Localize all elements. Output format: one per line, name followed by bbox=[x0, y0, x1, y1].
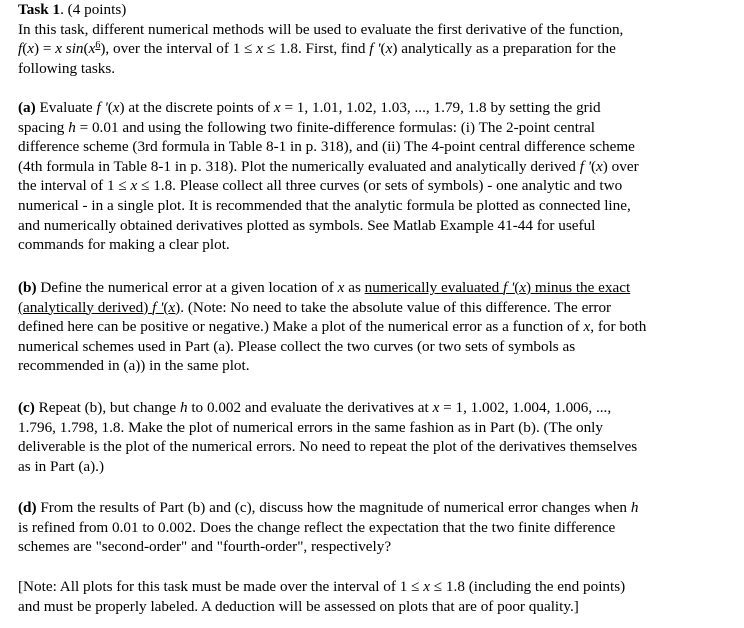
text-segment: (analytically derived) bbox=[18, 298, 153, 316]
text-segment: = 1, 1.01, 1.02, 1.03, ..., 1.79, 1.8 by setting the grid bbox=[280, 99, 601, 116]
text-line bbox=[18, 418, 738, 438]
part-d bbox=[18, 498, 738, 557]
text-segment: x bbox=[432, 399, 440, 416]
text-segment: and numerically obtained derivatives plotted as symbols. See Matlab Example 41-44 for useful bbox=[18, 216, 596, 234]
text-segment: defined here can be positive or negative.) Make a plot of the numerical error as a function of bbox=[18, 318, 584, 336]
text-segment: and must be properly labeled. A deduction will be assessed on plots that are of poor quality.] bbox=[18, 597, 579, 615]
text-segment: (4th formula in Table 8-1 in p. 318). Plot the numerically evaluated and analytically derived bbox=[18, 157, 580, 175]
text-segment: x bbox=[27, 40, 35, 58]
text-segment: ), over the interval of 1 ≤ bbox=[100, 40, 257, 58]
text-segment: h bbox=[68, 118, 76, 136]
text-segment: ( bbox=[83, 40, 89, 58]
text-segment: as bbox=[344, 279, 365, 296]
part-a bbox=[18, 98, 738, 255]
text-line bbox=[18, 235, 738, 255]
text-segment: x sin bbox=[55, 40, 84, 58]
text-segment: x bbox=[596, 157, 603, 175]
text-segment: x bbox=[423, 578, 430, 595]
text-segment: following tasks. bbox=[18, 59, 116, 77]
text-line bbox=[18, 59, 738, 79]
text-line bbox=[18, 298, 738, 318]
text-segment: x bbox=[273, 99, 281, 116]
text-segment: ≤ 1.8. Please collect all three curves (or sets of symbols) - one analytic and two bbox=[137, 177, 623, 195]
part-label: (a) bbox=[18, 99, 36, 116]
text-segment: ≤ 1.8. First, find bbox=[263, 40, 370, 58]
part-label: (c) bbox=[18, 399, 35, 416]
text-segment: ( bbox=[163, 298, 169, 316]
text-segment: schemes are "second-order" and "fourth-order", respectively? bbox=[18, 538, 392, 556]
text-segment: ( bbox=[22, 40, 28, 58]
text-segment: recommended in (a)) in the same plot. bbox=[18, 357, 250, 375]
text-segment: x bbox=[112, 99, 120, 116]
text-segment: x bbox=[583, 318, 591, 336]
text-line bbox=[18, 597, 738, 617]
text-segment: h bbox=[630, 499, 639, 516]
text-line bbox=[18, 398, 738, 418]
text-segment: is refined from 0.01 to 0.002. Does the change reflect the expectation that the two finite difference bbox=[18, 518, 616, 536]
text-line bbox=[18, 157, 738, 177]
text-segment: f ' bbox=[502, 279, 515, 296]
task-heading bbox=[18, 0, 738, 20]
text-segment: . (Note: No need to take the absolute value of this difference. The error bbox=[180, 298, 612, 316]
text-segment: x bbox=[88, 40, 96, 58]
text-line bbox=[18, 577, 738, 597]
text-segment: numerical - in a single plot. It is recommended that the analytic formula be plotted as connected line, bbox=[18, 196, 631, 214]
text-segment: as in Part (a).) bbox=[18, 457, 105, 475]
text-segment: f ' bbox=[579, 157, 591, 175]
note bbox=[18, 577, 738, 616]
task-body bbox=[18, 20, 738, 79]
text-segment: [Note: All plots for this task must be made over the interval of 1 ≤ bbox=[18, 578, 424, 595]
task-points: . (4 points) bbox=[60, 1, 127, 18]
text-line bbox=[18, 498, 738, 518]
text-line bbox=[18, 518, 738, 538]
text-segment: x bbox=[337, 279, 345, 296]
part-label: (d) bbox=[18, 499, 37, 516]
task-title: Task 1 bbox=[18, 1, 61, 18]
text-line bbox=[18, 356, 738, 376]
text-segment: spacing bbox=[18, 118, 69, 136]
text-line bbox=[18, 278, 738, 298]
text-line bbox=[18, 176, 738, 196]
text-segment: ) analytically as a preparation for the bbox=[392, 40, 616, 58]
task-intro bbox=[18, 0, 738, 78]
text-segment: ≤ 1.8 (including the end points) bbox=[430, 578, 626, 595]
text-segment: to 0.002 and evaluate the derivatives at bbox=[187, 399, 433, 416]
text-segment: x bbox=[256, 40, 264, 58]
text-line bbox=[18, 196, 738, 216]
text-segment: x bbox=[385, 40, 393, 58]
text-segment: x bbox=[130, 177, 138, 195]
text-segment: ( bbox=[380, 40, 386, 58]
part-label: (b) bbox=[18, 279, 37, 296]
text-segment: = 0.01 and using the following two finite-difference formulas: (i) The 2-point central bbox=[75, 118, 595, 136]
text-segment: In this task, different numerical methods will be used to evaluate the first derivative of the function, bbox=[18, 20, 624, 38]
text-segment: ( bbox=[107, 99, 113, 116]
text-segment: numerical schemes used in Part (a). Please collect the two curves (or two sets of symbols as bbox=[18, 337, 576, 355]
text-segment: From the results of Part (b) and (c), discuss how the magnitude of numerical error changes when bbox=[36, 499, 631, 516]
text-line bbox=[18, 137, 738, 157]
part-b bbox=[18, 278, 738, 376]
text-segment: = 1, 1.002, 1.004, 1.006, ..., bbox=[439, 399, 612, 416]
text-segment: commands for making a clear plot. bbox=[18, 236, 230, 254]
text-segment: 1.796, 1.798, 1.8. Make the plot of numerical errors in the same fashion as in Part (b). (The only bbox=[18, 418, 604, 436]
text-segment: ( bbox=[514, 279, 520, 296]
text-segment: x bbox=[519, 279, 527, 296]
text-line bbox=[18, 98, 738, 118]
text-line bbox=[18, 317, 738, 337]
text-segment: difference scheme (3rd formula in Table 8-1 in p. 318), and (ii) The 4-point central difference scheme bbox=[18, 138, 635, 156]
text-segment: Define the numerical error at a given location of bbox=[36, 279, 338, 296]
text-line bbox=[18, 39, 738, 59]
text-segment: f ' bbox=[369, 40, 381, 58]
text-segment: Repeat (b), but change bbox=[34, 399, 180, 416]
text-segment: Evaluate bbox=[35, 99, 97, 116]
text-segment: ) = bbox=[34, 40, 56, 58]
text-segment: , for both bbox=[590, 318, 647, 336]
text-segment: the interval of 1 ≤ bbox=[18, 177, 131, 195]
text-segment: ) bbox=[175, 298, 181, 316]
text-segment: f bbox=[18, 40, 23, 58]
text-segment: f ' bbox=[152, 298, 164, 316]
text-segment: x bbox=[168, 298, 176, 316]
text-segment: ) minus the exact bbox=[526, 279, 631, 296]
text-segment: h bbox=[179, 399, 188, 416]
text-line bbox=[18, 216, 738, 236]
text-segment: numerically evaluated bbox=[364, 279, 503, 296]
text-segment: deliverable is the plot of the numerical errors. No need to repeat the plot of the derivatives themselves bbox=[18, 438, 638, 456]
text-line bbox=[18, 537, 738, 557]
text-segment: ) over bbox=[602, 157, 639, 175]
text-line bbox=[18, 457, 738, 477]
text-line bbox=[18, 337, 738, 357]
text-segment: f ' bbox=[96, 99, 108, 116]
text-segment: 6 bbox=[95, 40, 101, 52]
text-line bbox=[18, 118, 738, 138]
text-segment: ) at the discrete points of bbox=[119, 99, 274, 116]
text-line bbox=[18, 437, 738, 457]
text-line bbox=[18, 20, 738, 40]
text-segment: ( bbox=[590, 157, 597, 175]
part-c bbox=[18, 398, 738, 476]
